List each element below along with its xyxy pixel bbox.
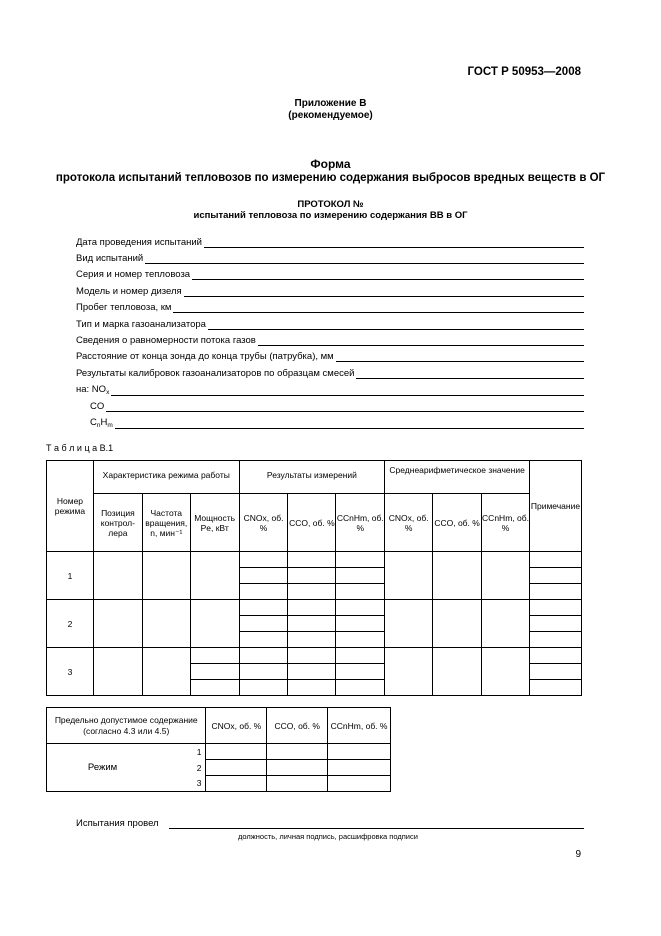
page-number: 9 bbox=[575, 849, 581, 860]
mode-2-label: 2 bbox=[47, 600, 94, 648]
group-characteristics: Характеристика режима работы bbox=[93, 461, 239, 494]
field-test-type[interactable]: Вид испытаний bbox=[76, 251, 584, 264]
signature-caption: должность, личная подпись, расшифровка подписи bbox=[238, 832, 418, 841]
appendix-subtitle: (рекомендуемое) bbox=[288, 110, 373, 121]
field-gas-flow[interactable]: Сведения о равномерности потока газов bbox=[76, 333, 584, 346]
limits-mode-2: 2 bbox=[158, 760, 206, 776]
field-diesel-model[interactable]: Модель и номер дизеля bbox=[76, 284, 584, 297]
limits-mode-3: 3 bbox=[158, 776, 206, 792]
field-calibration-co[interactable]: CO bbox=[90, 399, 584, 412]
col-position-header: Позиция контроллера bbox=[93, 494, 142, 552]
col-frequency-header: Частота вращения, n, мин⁻¹ bbox=[142, 494, 190, 552]
col-nox-header: CNOx, об. % bbox=[239, 494, 288, 552]
col-co-header: CCO, об. % bbox=[288, 494, 336, 552]
field-gas-analyzer[interactable]: Тип и марка газоанализатора bbox=[76, 317, 584, 330]
standard-number: ГОСТ Р 50953—2008 bbox=[467, 66, 581, 78]
results-table bbox=[46, 460, 582, 696]
col-avg-cnhm-header: CCnHm, об. % bbox=[482, 494, 530, 552]
limits-co-header: CCO, об. % bbox=[267, 708, 328, 744]
group-results: Результаты измерений bbox=[239, 461, 385, 494]
form-title: Форма bbox=[310, 157, 351, 171]
signature-field[interactable]: Испытания провел bbox=[76, 816, 584, 829]
mode-3-label: 3 bbox=[47, 648, 94, 696]
form-subtitle: протокола испытаний тепловозов по измерению содержания выбросов вредных веществ в ОГ bbox=[55, 172, 606, 184]
mode-1-label: 1 bbox=[47, 552, 94, 600]
limits-nox-header: CNOx, об. % bbox=[206, 708, 267, 744]
col-mode-header: Номер режима bbox=[47, 461, 94, 552]
group-average: Среднеарифметическое значение bbox=[385, 461, 530, 494]
field-probe-distance[interactable]: Расстояние от конца зонда до конца трубы (патрубка), мм bbox=[76, 349, 584, 362]
limits-table bbox=[46, 707, 391, 792]
col-avg-co-header: CCO, об. % bbox=[433, 494, 482, 552]
field-calibration-nox[interactable]: на: $NO_x$ bbox=[76, 383, 584, 396]
limits-header: Предельно допустимое содержание (согласно 4.3 или 4.5) bbox=[47, 708, 206, 744]
field-locomotive-series[interactable]: Серия и номер тепловоза bbox=[76, 267, 584, 280]
field-calibration-results[interactable]: Результаты калибровок газоанализаторов по образцам смесей bbox=[76, 366, 584, 379]
protocol-title: ПРОТОКОЛ № bbox=[297, 199, 364, 210]
col-note-header: Примечание bbox=[529, 461, 581, 552]
col-cnhm-header: CCnHm, об. % bbox=[336, 494, 385, 552]
col-power-header: Мощность Pe, кВт bbox=[190, 494, 239, 552]
field-test-date[interactable]: Дата проведения испытаний bbox=[76, 235, 584, 248]
field-calibration-cnhm[interactable]: $C_nH_m$ bbox=[90, 416, 584, 429]
field-mileage[interactable]: Пробег тепловоза, км bbox=[76, 300, 584, 313]
limits-mode-label: Режим bbox=[47, 744, 159, 792]
limits-mode-1: 1 bbox=[158, 744, 206, 760]
limits-cnhm-header: CCnHm, об. % bbox=[328, 708, 391, 744]
col-avg-nox-header: CNOx, об. % bbox=[385, 494, 433, 552]
appendix-title: Приложение В bbox=[294, 98, 367, 109]
protocol-subtitle: испытаний тепловоза по измерению содержания ВВ в ОГ bbox=[193, 210, 468, 221]
table-caption: Т а б л и ц а В.1 bbox=[46, 443, 114, 453]
